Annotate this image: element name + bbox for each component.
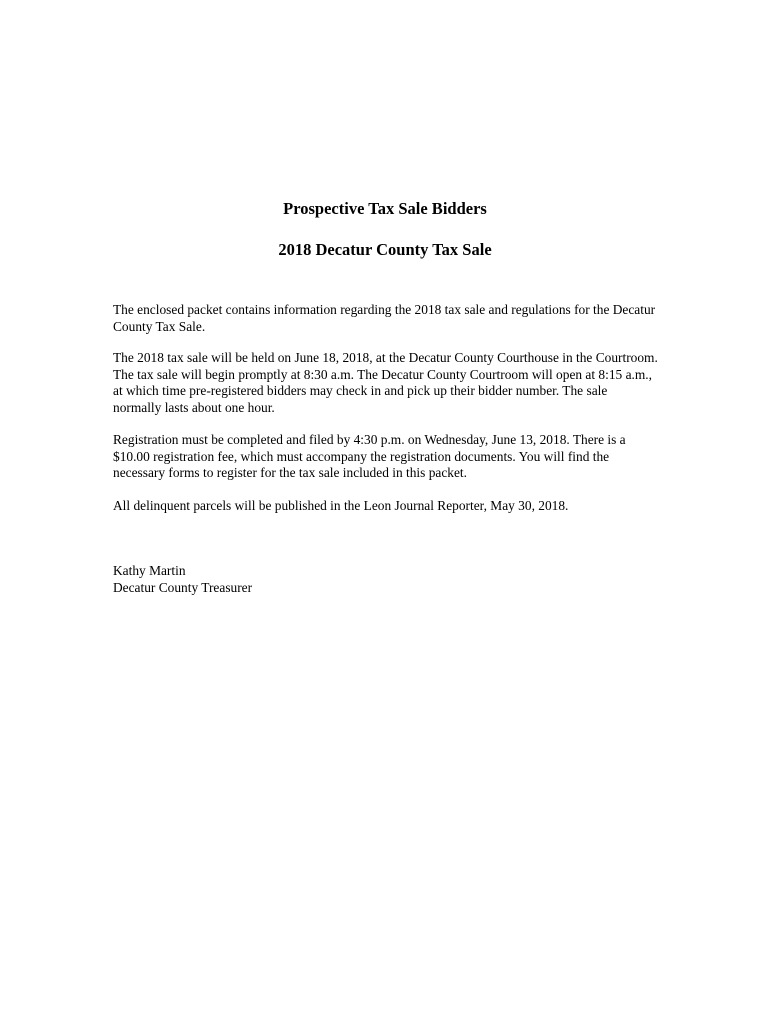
signature-name: Kathy Martin <box>113 563 186 578</box>
paragraph-publication: All delinquent parcels will be published in the Leon Journal Reporter, May 30, 2018. <box>113 498 569 513</box>
page-subtitle: 2018 Decatur County Tax Sale <box>278 240 492 259</box>
paragraph-registration: Registration must be completed and filed by 4:30 p.m. on Wednesday, June 13, 2018. There is a $10.00 registration fee, which must accompany the registration documents. You will find the necessary forms to register for the tax sale included in this packet. <box>113 432 626 481</box>
signature-title: Decatur County Treasurer <box>113 580 253 595</box>
paragraph-sale-details: The 2018 tax sale will be held on June 18, 2018, at the Decatur County Courthouse in the Courtroom. The tax sale will begin promptly at 8:30 a.m. The Decatur County Courtroom will open at 8:15 a.m., at which time pre-registered bidders may check in and pick up their bidder number. The sale normally lasts about one hour. <box>113 350 658 415</box>
paragraph-intro: The enclosed packet contains information regarding the 2018 tax sale and regulations for the Decatur County Tax Sale. <box>113 302 656 334</box>
page-title: Prospective Tax Sale Bidders <box>283 199 487 218</box>
